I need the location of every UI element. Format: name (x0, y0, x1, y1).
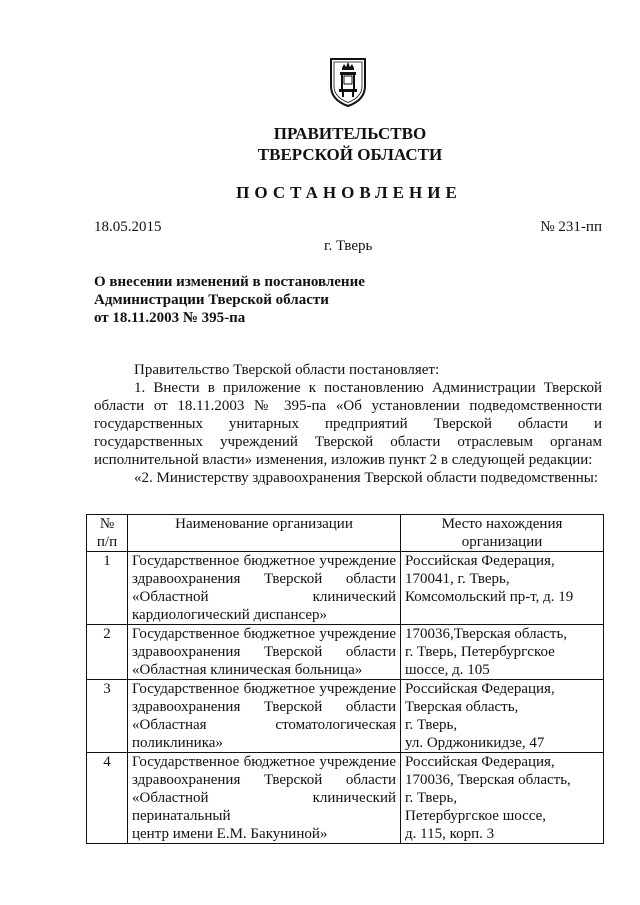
organization-address: 170036,Тверская область, г. Тверь, Петербургское шоссе, д. 105 (401, 625, 604, 680)
table-row (87, 625, 604, 680)
government-title-line2: ТВЕРСКОЙ ОБЛАСТИ (257, 145, 443, 164)
subject-line3: от 18.11.2003 № 395-па (94, 310, 246, 326)
subject-line1: О внесении изменений в постановление (94, 274, 365, 290)
organization-name: Государственное бюджетное учреждение здравоохранения Тверской области «Областная клиническая больница» (128, 625, 401, 680)
body-paragraph-1: 1. Внести в приложение к постановлению Администрации Тверской области от 18.11.2003 № 395-па «Об установлении подведомственности государственных унитарных предприятий Тверской области и государственных учреждений Тверской области отраслевым органам исполнительной власти» изменения, изложив пункт 2 в следующей редакции: (94, 380, 602, 468)
subject-line2: Администрации Тверской области (94, 292, 329, 308)
table-row (87, 753, 604, 844)
table-header-row (87, 515, 604, 552)
government-title (0, 123, 640, 165)
body-paragraph-2: «2. Министерству здравоохранения Тверской области подведомственны: (134, 470, 599, 486)
header-organization-name: Наименование организации (128, 515, 401, 552)
document-date: 18.05.2015 (94, 219, 162, 235)
organization-address: Российская Федерация, Тверская область, г. Тверь, ул. Орджоникидзе, 47 (401, 680, 604, 753)
header-location: Место нахождения организации (401, 515, 604, 552)
table-row (87, 552, 604, 625)
tver-coat-of-arms-icon (328, 56, 368, 108)
header-number: № п/п (87, 515, 128, 552)
organization-name: Государственное бюджетное учреждение здравоохранения Тверской области «Областной клинический кардиологический диспансер» (128, 552, 401, 625)
organization-name: Государственное бюджетное учреждение здравоохранения Тверской области «Областная стоматологическая поликлиника» (128, 680, 401, 753)
document-subject (94, 273, 365, 327)
document-number: № 231-пп (540, 219, 602, 235)
government-title-line1: ПРАВИТЕЛЬСТВО (273, 124, 427, 143)
document-body (94, 361, 602, 487)
row-number: 2 (87, 625, 128, 680)
table-row (87, 680, 604, 753)
document-city: г. Тверь (324, 238, 373, 254)
organization-name: Государственное бюджетное учреждение здравоохранения Тверской области «Областной клинический перинатальный центр имени Е.М. Бакуниной» (128, 753, 401, 844)
organization-address: Российская Федерация, 170036, Тверская область, г. Тверь, Петербургское шоссе, д. 115, корп. 3 (401, 753, 604, 844)
row-number: 3 (87, 680, 128, 753)
organizations-table (86, 514, 604, 844)
organization-address: Российская Федерация, 170041, г. Тверь, Комсомольский пр-т, д. 19 (401, 552, 604, 625)
body-intro: Правительство Тверской области постановляет: (134, 362, 440, 378)
row-number: 1 (87, 552, 128, 625)
row-number: 4 (87, 753, 128, 844)
document-type (0, 183, 640, 203)
document-type-label: ПОСТАНОВЛЕНИЕ (236, 183, 462, 202)
